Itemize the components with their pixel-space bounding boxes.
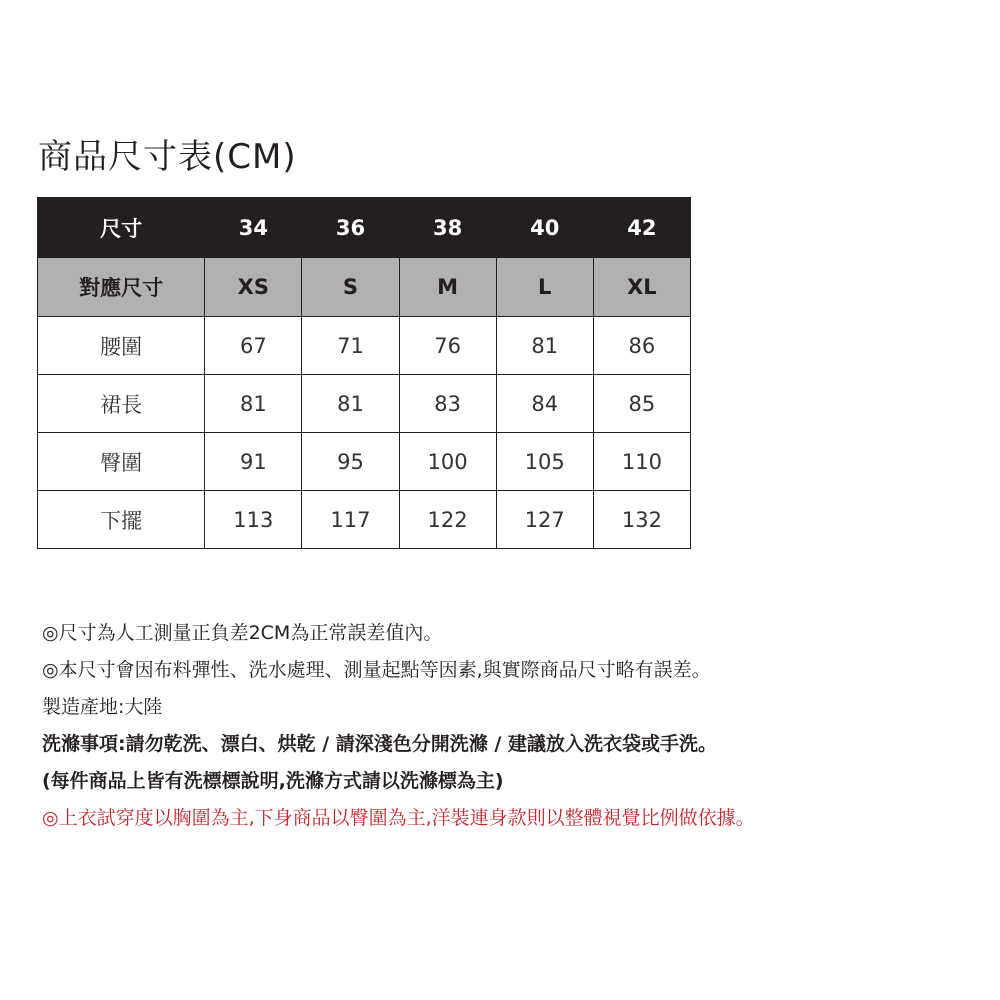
notes-section <box>42 622 992 844</box>
table-header-row <box>38 198 691 258</box>
table-cell: 81 <box>205 375 302 433</box>
row-label: 下擺 <box>38 491 205 549</box>
subheader-label: 對應尺寸 <box>38 258 205 317</box>
table-cell: 105 <box>496 433 593 491</box>
table-cell: 84 <box>496 375 593 433</box>
table-cell: 67 <box>205 317 302 375</box>
header-cell: 40 <box>496 198 593 258</box>
table-cell: 86 <box>593 317 690 375</box>
table-cell: 83 <box>399 375 496 433</box>
table-row <box>38 375 691 433</box>
table-cell: 71 <box>302 317 399 375</box>
table-cell: 85 <box>593 375 690 433</box>
table-cell: 127 <box>496 491 593 549</box>
header-cell: 34 <box>205 198 302 258</box>
table-cell: 81 <box>302 375 399 433</box>
table-cell: 95 <box>302 433 399 491</box>
row-label: 臀圍 <box>38 433 205 491</box>
note-washing-instructions: 洗滌事項:請勿乾洗、漂白、烘乾 / 請深淺色分開洗滌 / 建議放入洗衣袋或手洗。 <box>42 733 717 755</box>
table-cell: 91 <box>205 433 302 491</box>
note-size-variance: ◎本尺寸會因布料彈性、洗水處理、測量起點等因素,與實際商品尺寸略有誤差。 <box>42 659 711 681</box>
table-row <box>38 491 691 549</box>
row-label: 裙長 <box>38 375 205 433</box>
subheader-cell: M <box>399 258 496 317</box>
table-subheader-row <box>38 258 691 317</box>
table-cell: 76 <box>399 317 496 375</box>
table-cell: 132 <box>593 491 690 549</box>
header-cell: 38 <box>399 198 496 258</box>
table-cell: 113 <box>205 491 302 549</box>
table-row <box>38 433 691 491</box>
table-cell: 81 <box>496 317 593 375</box>
table-cell: 100 <box>399 433 496 491</box>
note-fit-guide: ◎上衣試穿度以胸圍為主,下身商品以臀圍為主,洋裝連身款則以整體視覺比例做依據。 <box>42 807 755 829</box>
table-cell: 110 <box>593 433 690 491</box>
header-cell: 36 <box>302 198 399 258</box>
subheader-cell: L <box>496 258 593 317</box>
table-row <box>38 317 691 375</box>
subheader-cell: XL <box>593 258 690 317</box>
size-chart-table <box>37 197 691 549</box>
note-washing-label: (每件商品上皆有洗標標說明,洗滌方式請以洗滌標為主) <box>42 770 504 792</box>
row-label: 腰圍 <box>38 317 205 375</box>
note-measurement-tolerance: ◎尺寸為人工測量正負差2CM為正常誤差值內。 <box>42 622 443 644</box>
table-cell: 122 <box>399 491 496 549</box>
header-label: 尺寸 <box>38 198 205 258</box>
subheader-cell: XS <box>205 258 302 317</box>
note-origin: 製造產地:大陸 <box>42 696 163 718</box>
subheader-cell: S <box>302 258 399 317</box>
page-title: 商品尺寸表(CM) <box>38 137 297 177</box>
table-cell: 117 <box>302 491 399 549</box>
header-cell: 42 <box>593 198 690 258</box>
